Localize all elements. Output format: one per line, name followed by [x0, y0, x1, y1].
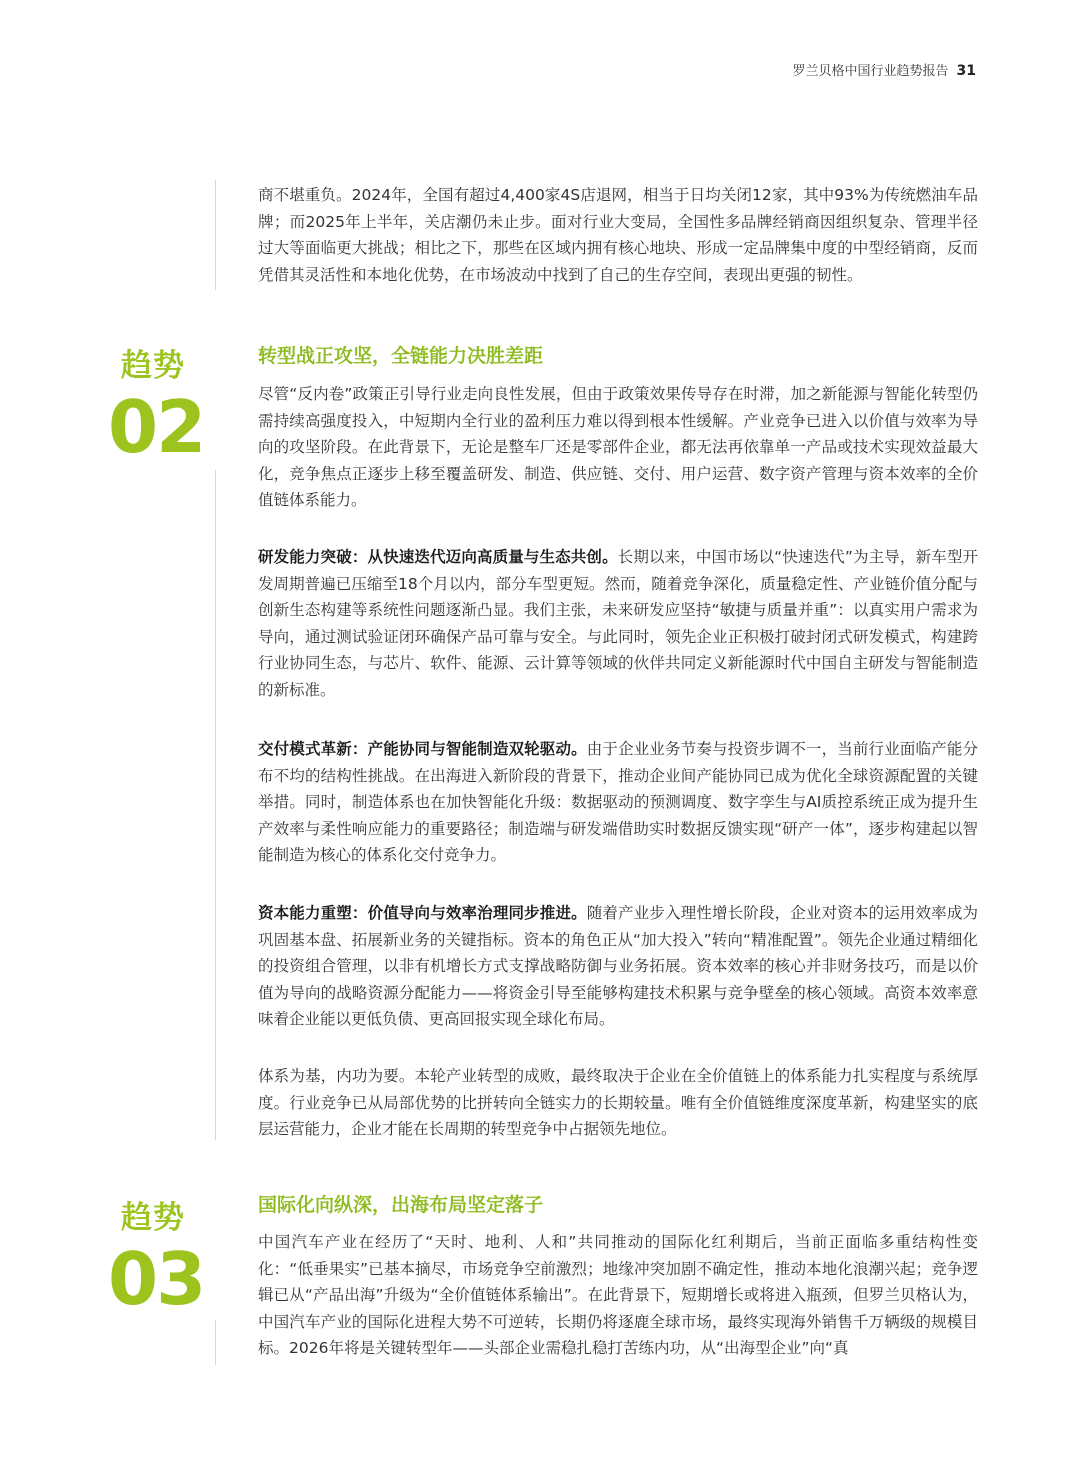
section-title: 转型战正攻坚，全链能力决胜差距	[258, 345, 544, 367]
paragraph: 尽管“反内卷”政策正引导行业走向良性发展，但由于政策效果传导存在时滞，加之新能源与智能化转型仍需持续高强度投入，中短期内全行业的盈利压力难以得到根本性缓解。产业竞争已进入以价值与效率为导向的攻坚阶段。在此背景下，无论是整车厂还是零部件企业，都无法再依靠单一产品或技术实现效益最大化，竞争焦点正逐步上移至覆盖研发、制造、供应链、交付、用户运营、数字资产管理与资本效率的全价值链体系能力。	[258, 385, 978, 509]
page-number: 31	[956, 63, 976, 79]
paragraph: 体系为基，内功为要。本轮产业转型的成败，最终取决于企业在全价值链上的体系能力扎实程度与系统厚度。行业竞争已从局部优势的比拼转向全链实力的长期较量。唯有全价值链维度深度革新，构建坚实的底层运营能力，企业才能在长周期的转型竞争中占据领先地位。	[258, 1067, 978, 1138]
trend-03-label	[108, 1192, 205, 1321]
report-title: 罗兰贝格中国行业趋势报告	[792, 64, 949, 79]
paragraph-body: 随着产业步入理性增长阶段，企业对资本的运用效率成为巩固基本盘、拓展新业务的关键指标。资本的角色正从“加大投入”转向“精准配置”。领先企业通过精细化的投资组合管理，以非有机增长方式支撑战略防御与业务拓展。资本效率的核心并非财务技巧，而是以价值为导向的战略资源分配能力——将资金引导至能够构建技术积累与竞争壁垒的核心领域。高资本效率意味着企业能以更低负债、更高回报实现全球化布局。	[258, 904, 978, 1028]
divider-line	[215, 180, 216, 290]
trend-02-label	[108, 340, 205, 469]
trend-number: 02	[108, 385, 205, 469]
section-title: 国际化向纵深，出海布局坚定落子	[258, 1194, 544, 1216]
paragraph	[258, 900, 978, 1033]
paragraph-lead: 资本能力重塑：价值导向与效率治理同步推进。	[258, 904, 587, 922]
divider-line	[215, 470, 216, 1140]
paragraph	[258, 736, 978, 869]
paragraph-lead: 交付模式革新：产能协同与智能制造双轮驱动。	[258, 740, 587, 758]
paragraph	[258, 544, 978, 703]
trend-word: 趋势	[121, 348, 185, 384]
divider-line	[215, 1320, 216, 1365]
paragraph-body: 由于企业业务节奏与投资步调不一，当前行业面临产能分布不均的结构性挑战。在出海进入新阶段的背景下，推动企业间产能协同已成为优化全球资源配置的关键举措。同时，制造体系也在加快智能化升级：数据驱动的预测调度、数字孪生与AI质控系统正成为提升生产效率与柔性响应能力的重要路径；制造端与研发端借助实时数据反馈实现“研产一体”，逐步构建起以智能制造为核心的体系化交付竞争力。	[258, 740, 978, 864]
trend-word: 趋势	[121, 1200, 185, 1236]
paragraph: 中国汽车产业在经历了“天时、地利、人和”共同推动的国际化红利期后，当前正面临多重结构性变化：“低垂果实”已基本摘尽，市场竞争空前激烈；地缘冲突加剧不确定性，推动本地化浪潮兴起；竞争逻辑已从“产品出海”升级为“全价值链体系输出”。在此背景下，短期增长或将进入瓶颈，但罗兰贝格认为，中国汽车产业的国际化进程大势不可逆转，长期仍将逐鹿全球市场，最终实现海外销售千万辆级的规模目标。2026年将是关键转型年——头部企业需稳扎稳打苦练内功，从“出海型企业”向“真	[258, 1233, 978, 1357]
paragraph-body: 长期以来，中国市场以“快速迭代”为主导，新车型开发周期普遍已压缩至18个月以内，部分车型更短。然而，随着竞争深化，质量稳定性、产业链价值分配与创新生态构建等系统性问题逐渐凸显。我们主张，未来研发应坚持“敏捷与质量并重”：以真实用户需求为导向，通过测试验证闭环确保产品可靠与安全。与此同时，领先企业正积极打破封闭式研发模式，构建跨行业协同生态，与芯片、软件、能源、云计算等领域的伙伴共同定义新能源时代中国自主研发与智能制造的新标准。	[258, 548, 978, 699]
page-header	[793, 60, 977, 79]
intro-paragraph: 商不堪重负。2024年，全国有超过4,400家4S店退网，相当于日均关闭12家，其中93%为传统燃油车品牌；而2025年上半年，关店潮仍未止步。面对行业大变局，全国性多品牌经销商因组织复杂、管理半径过大等面临更大挑战；相比之下，那些在区域内拥有核心地块、形成一定品牌集中度的中型经销商，反而凭借其灵活性和本地化优势，在市场波动中找到了自己的生存空间，表现出更强的韧性。	[258, 186, 978, 284]
trend-number: 03	[108, 1237, 205, 1321]
paragraph-lead: 研发能力突破：从快速迭代迈向高质量与生态共创。	[258, 548, 618, 566]
